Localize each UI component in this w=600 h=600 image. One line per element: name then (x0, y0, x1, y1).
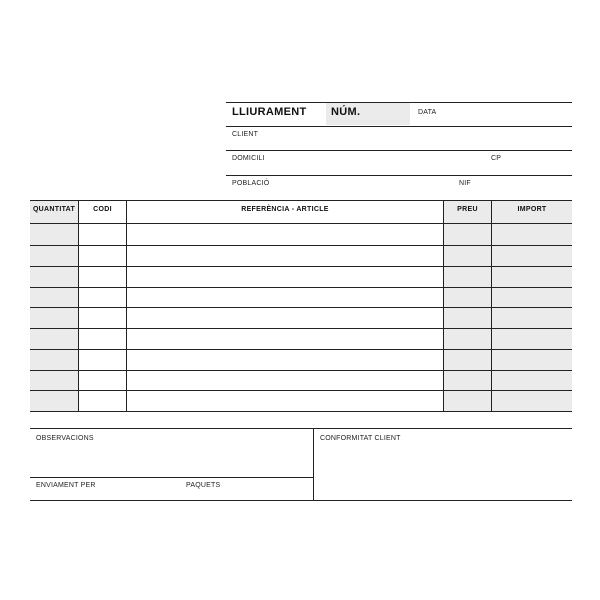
column-divider (443, 200, 444, 412)
column-header-reference: REFERÈNCIA - ARTICLE (241, 206, 329, 213)
column-header-quantity: QUANTITAT (32, 206, 76, 213)
footer-top-line (30, 428, 572, 429)
footer-bottom-line (30, 500, 572, 501)
footer-mid-line (30, 477, 314, 478)
client-label: CLIENT (232, 131, 259, 138)
taxid-label: NIF (459, 180, 471, 187)
header-line-3 (226, 175, 572, 176)
observations-label: OBSERVACIONS (36, 435, 94, 442)
number-label: NÚM. (331, 106, 361, 118)
header-line-1 (226, 126, 572, 127)
quantity-column-shade (30, 201, 78, 411)
document-title: LLIURAMENT (232, 106, 307, 118)
column-divider (126, 200, 127, 412)
town-label: POBLACIÓ (232, 180, 270, 187)
footer-divider (313, 428, 314, 501)
client-approval-label: CONFORMITAT CLIENT (320, 435, 401, 442)
date-label: DATA (418, 109, 437, 116)
header-line-2 (226, 150, 572, 151)
packages-label: PAQUETS (186, 482, 221, 489)
header-top-line (226, 102, 572, 103)
column-header-code: CODI (93, 206, 112, 213)
address-label: DOMICILI (232, 155, 265, 162)
column-divider (78, 200, 79, 412)
column-divider (491, 200, 492, 412)
amount-column-shade (492, 201, 572, 411)
postcode-label: CP (491, 155, 502, 162)
price-column-shade (444, 201, 491, 411)
column-header-amount: IMPORT (517, 206, 547, 213)
column-header-price: PREU (457, 206, 478, 213)
shipping-label: ENVIAMENT PER (36, 482, 96, 489)
